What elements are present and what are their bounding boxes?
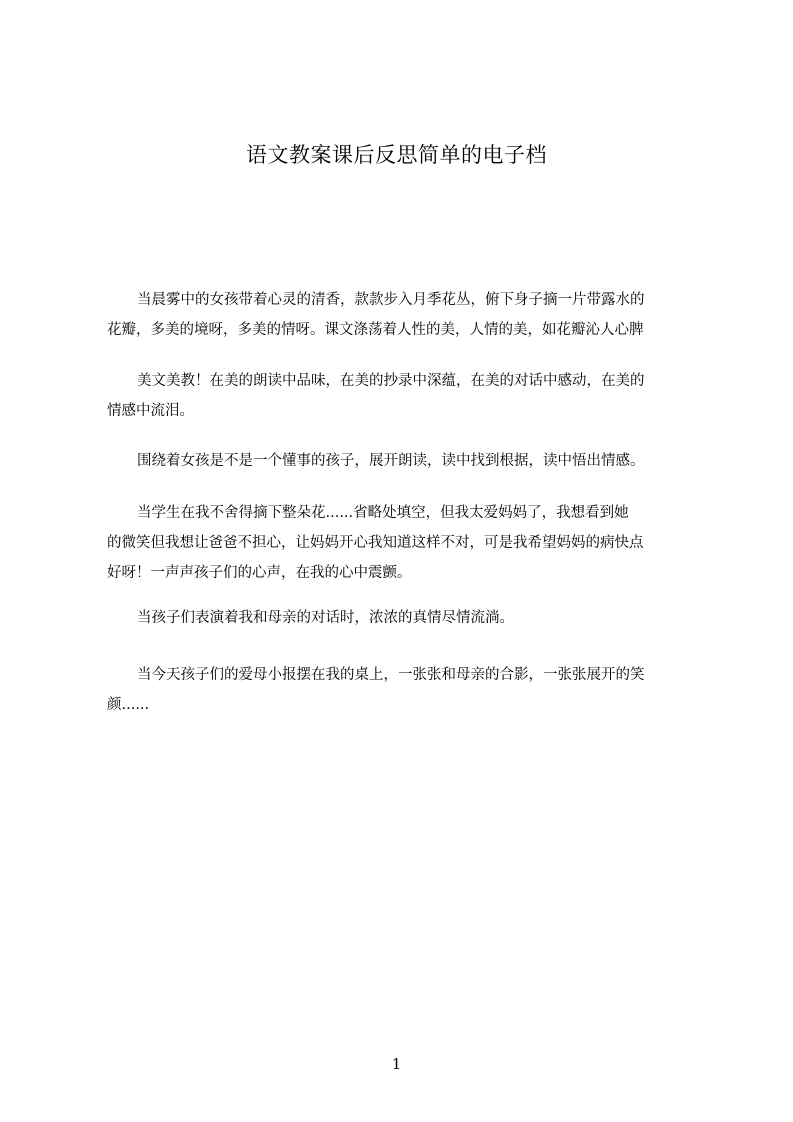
paragraph-5	[107, 603, 702, 633]
paragraph-line: 好呀！一声声孩子们的心声，在我的心中震颤。	[107, 565, 412, 581]
paragraph-6	[107, 660, 702, 720]
paragraph-line: 当孩子们表演着我和母亲的对话时，浓浓的真情尽情流淌。	[137, 610, 514, 626]
paragraph-line: 花瓣，多美的境呀，多美的情呀。课文涤荡着人性的美，人情的美，如花瓣沁人心脾	[107, 322, 644, 338]
paragraph-4	[107, 498, 702, 588]
paragraph-line: 当今天孩子们的爱母小报摆在我的桌上，一张张和母亲的合影，一张张展开的笑	[137, 667, 645, 683]
paragraph-2	[107, 366, 702, 426]
paragraph-line: 当晨雾中的女孩带着心灵的清香，款款步入月季花丛，俯下身子摘一片带露水的	[137, 292, 645, 308]
paragraph-line: 的微笑但我想让爸爸不担心，让妈妈开心我知道这样不对，可是我希望妈妈的病快点	[107, 535, 644, 551]
page-number: 1	[391, 1055, 402, 1073]
paragraph-line: 当学生在我不舍得摘下整朵花......省略处填空，但我太爱妈妈了，我想看到她	[137, 505, 629, 521]
paragraph-1	[107, 285, 702, 345]
document-title: 语文教案课后反思简单的电子档	[246, 143, 547, 167]
paragraph-line: 围绕着女孩是不是一个懂事的孩子，展开朗读，读中找到根据，读中悟出情感。	[137, 453, 645, 469]
paragraph-line: 美文美教！在美的朗读中品味，在美的抄录中深蕴，在美的对话中感动，在美的	[137, 373, 645, 389]
paragraph-line: 情感中流泪。	[107, 403, 194, 419]
paragraph-line: 颜......	[107, 697, 150, 713]
paragraph-3	[107, 446, 702, 476]
